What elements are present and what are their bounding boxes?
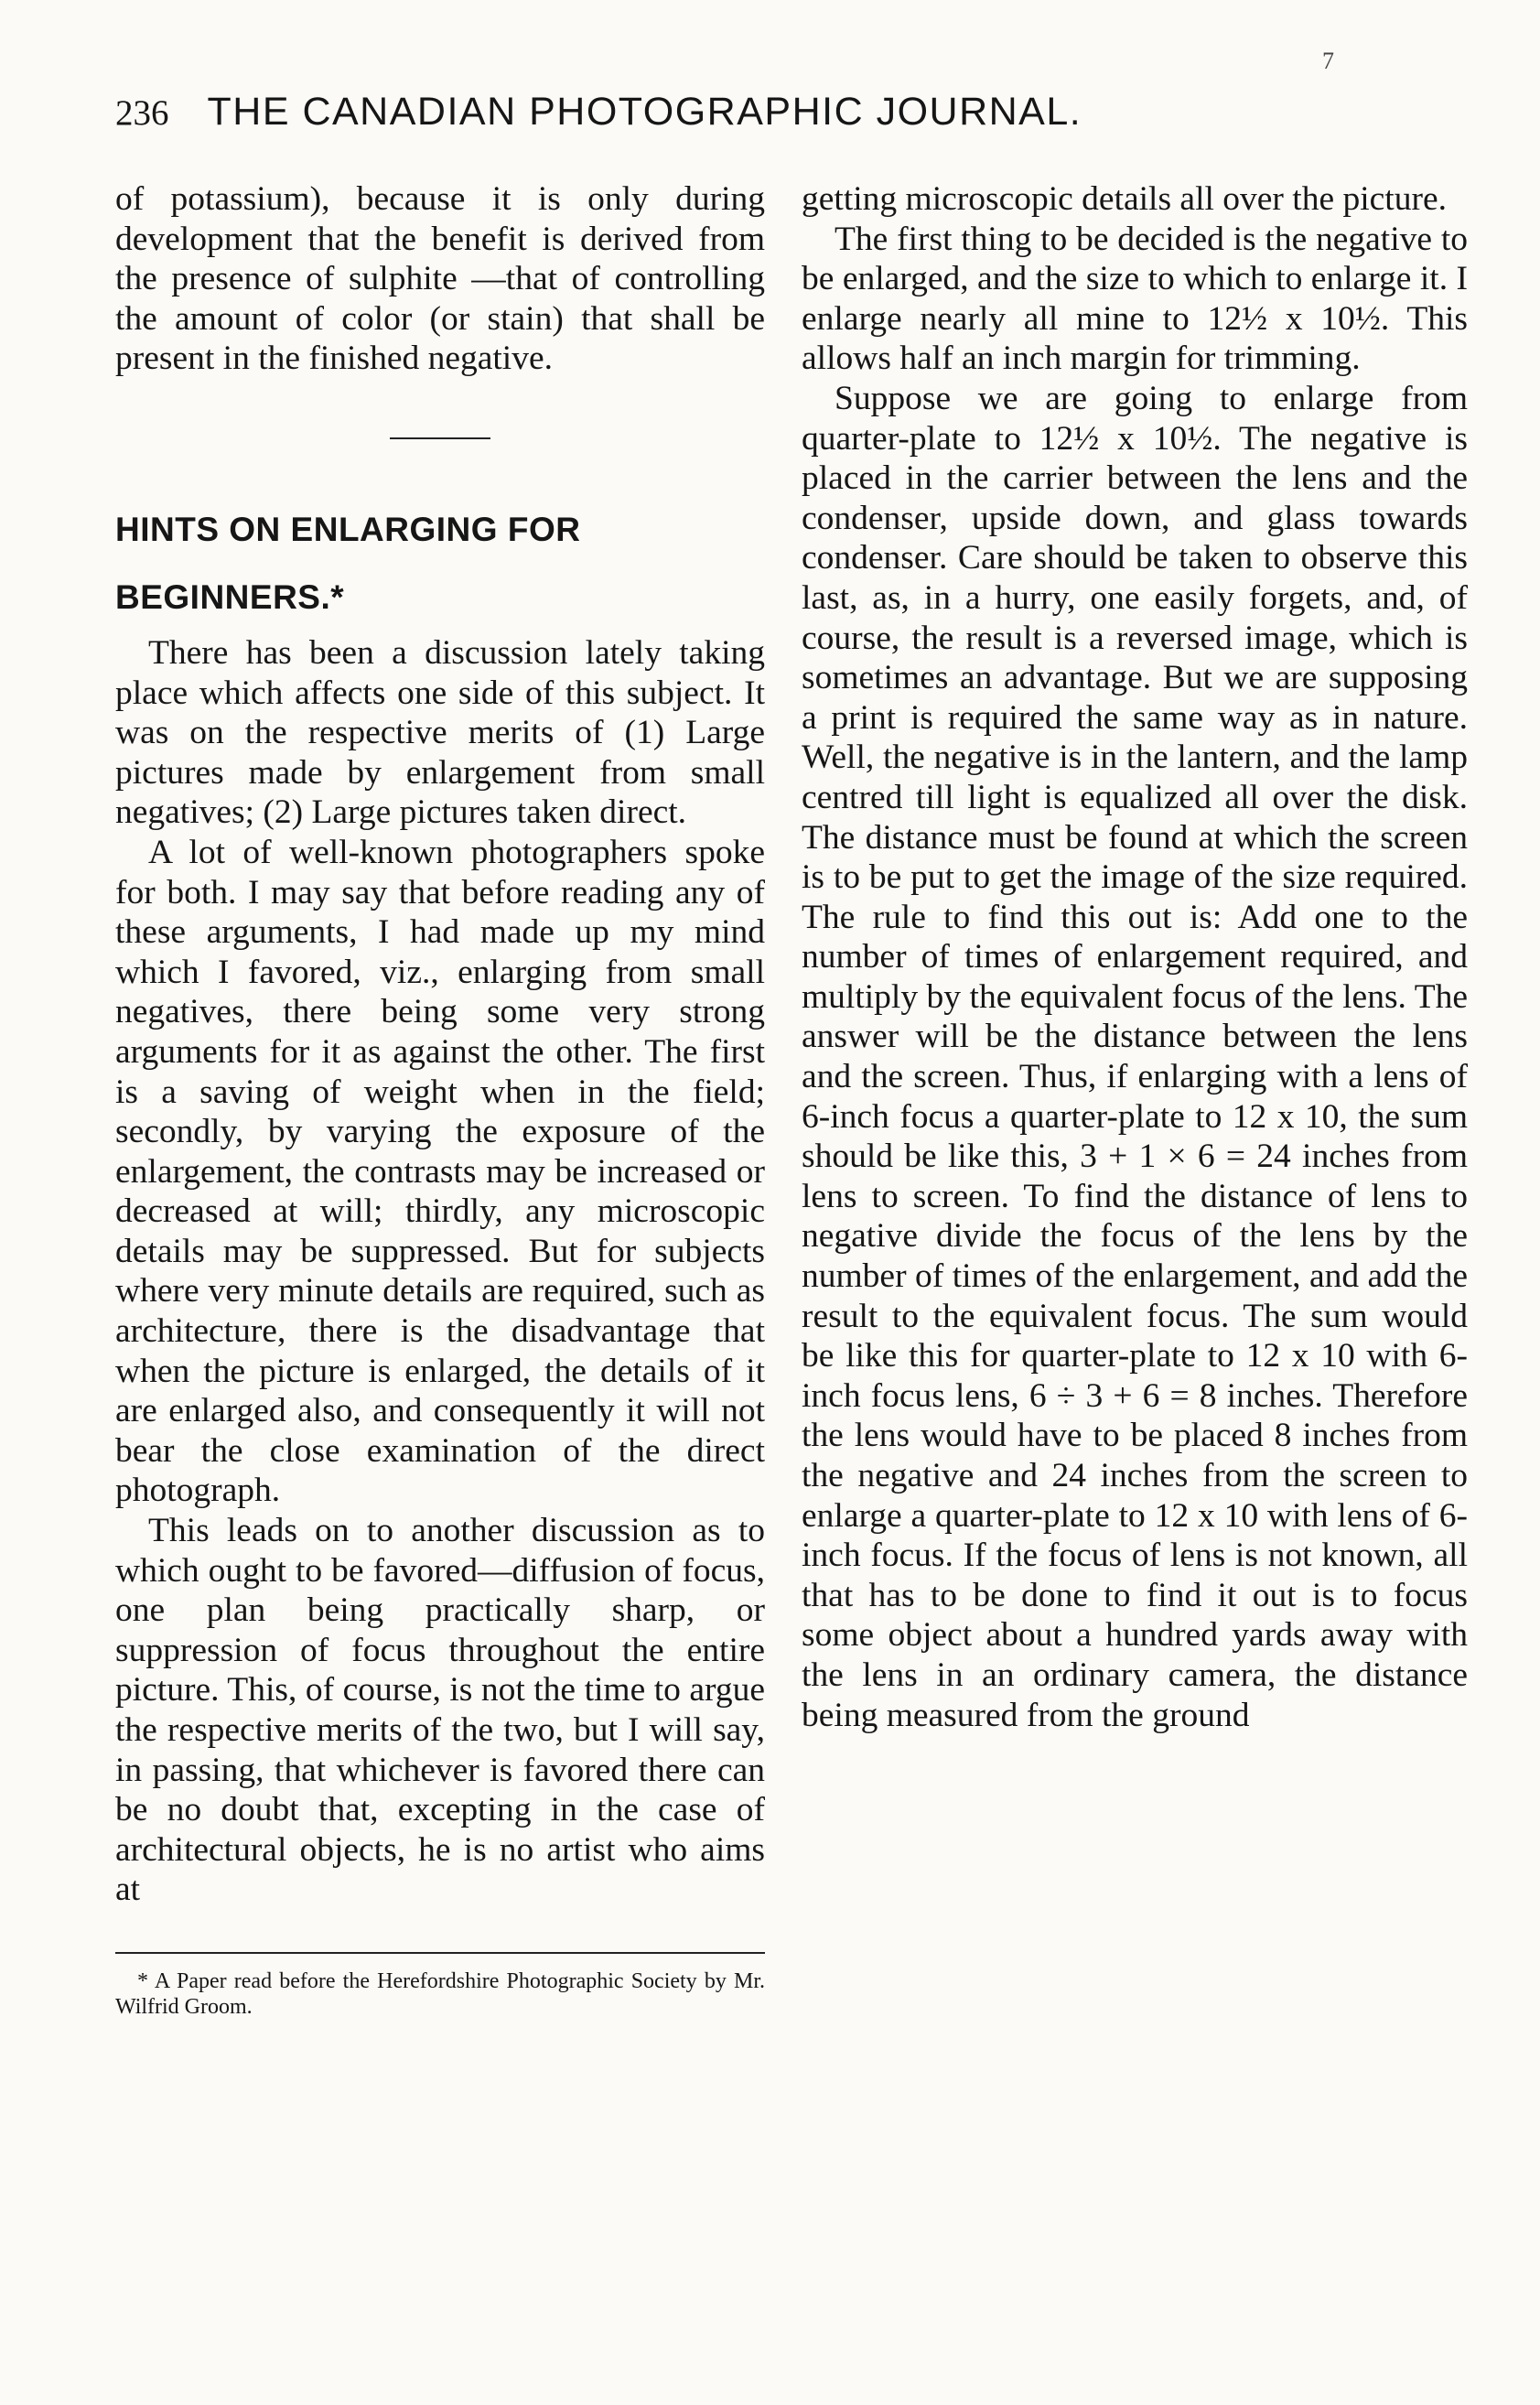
opening-paragraph: of potassium), because it is only during development that the benefit is derived from the presence of sulphite —that of controlling the amount of color (or stain) that shall be present in the finished negative.: [115, 180, 765, 378]
right-paragraph-1: The first thing to be decided is the negative to be enlarged, and the size to which to enlarge it. I enlarge nearly all mine to 12½ x 10½. This allows half an inch margin for trimming.: [802, 220, 1468, 378]
right-column: [802, 179, 1468, 1735]
section-separator: [390, 437, 490, 439]
footnote: * A Paper read before the Herefordshire Photographic Society by Mr. Wilfrid Groom.: [115, 1968, 765, 2019]
article-heading-line2: BEGINNERS.*: [115, 577, 345, 616]
right-paragraph-2: Suppose we are going to enlarge from quarter-plate to 12½ x 10½. The negative is placed in the carrier between the lens and the condenser, upside down, and glass towards condenser. Care should be taken to observe this last, as, in a hurry, one easily forgets, and, of course, the result is a reversed image, which is sometimes an advantage. But we are supposing a print is required the same way as in nature. Well, the negative is in the lantern, and the lamp centred till light is equalized all over the disk. The distance must be found at which the screen is to be put to get the image of the size required. The rule to find this out is: Add one to the number of times of enlargement required, and multiply by the equivalent focus of the lens. The answer will be the distance between the lens and the screen. Thus, if enlarging with a lens of 6-inch focus a quarter-plate to 12 x 10, the sum should be like this, 3 + 1 × 6 = 24 inches from lens to screen. To find the distance of lens to negative divide the focus of the lens by the number of times of the enlargement, and add the result to the equivalent focus. The sum would be like this for quarter-plate to 12 x 10 with 6-inch focus lens, 6 ÷ 3 + 6 = 8 inches. Therefore the lens would have to be placed 8 inches from the negative and 24 inches from the screen to enlarge a quarter-plate to 12 x 10 with lens of 6-inch focus. If the focus of lens is not known, all that has to be done to find it out is to focus some object about a hundred yards away with the lens in an ordinary camera, the distance being measured from the ground: [802, 379, 1468, 1734]
article-heading-line1: HINTS ON ENLARGING FOR: [115, 510, 581, 548]
article-heading-block: [115, 496, 765, 631]
running-header: [115, 90, 1433, 154]
footnote-rule: [115, 1952, 765, 1954]
journal-title: THE CANADIAN PHOTOGRAPHIC JOURNAL.: [207, 90, 1082, 134]
left-paragraph-2: A lot of well-known photographers spoke for both. I may say that before reading any of these arguments, I had made up my mind which I favored, viz., enlarging from small negatives, there being some very strong arguments for it as against the other. The first is a saving of weight when in the field; secondly, by varying the exposure of the enlargement, the contrasts may be increased or decreased at will; thirdly, any microscopic details may be suppressed. But for subjects where very minute details are required, such as architecture, there is the disadvantage that when the picture is enlarged, the details of it are enlarged also, and consequently it will not bear the close examination of the direct photograph.: [115, 833, 765, 1510]
left-column: [115, 179, 765, 2020]
left-paragraph-1: There has been a discussion lately taking place which affects one side of this subject. It was on the respective merits of (1) Large pictures made by enlargement from small negatives; (2) Large pictures taken direct.: [115, 633, 765, 832]
left-paragraph-3: This leads on to another discussion as to which ought to be favored—diffusion of focus, one plan being practically sharp, or suppression of focus throughout the entire picture. This, of course, is not the time to argue the respective merits of the two, but I will say, in passing, that whichever is favored there can be no doubt that, excepting in the case of architectural objects, he is no artist who aims at: [115, 1512, 765, 1909]
right-continuation: getting microscopic details all over the picture.: [802, 180, 1447, 218]
page-number: 236: [115, 93, 169, 133]
corner-mark: 7: [1322, 48, 1334, 74]
article-heading: [115, 496, 765, 631]
